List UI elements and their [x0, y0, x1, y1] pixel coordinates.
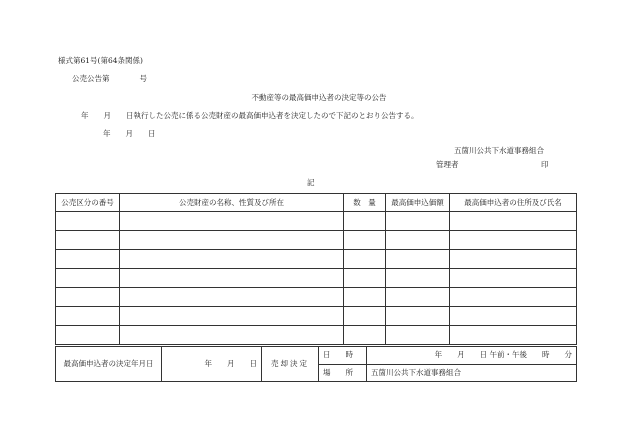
table-cell	[56, 326, 120, 345]
sale-decision-label: 売却決定	[262, 347, 319, 382]
table-cell	[344, 250, 386, 269]
header-quantity: 数 量	[344, 194, 386, 212]
table-cell	[386, 326, 450, 345]
table-cell	[344, 212, 386, 231]
header-bidder-address-name: 最高価申込者の住所及び氏名	[450, 194, 577, 212]
table-cell	[386, 288, 450, 307]
table-cell	[120, 269, 344, 288]
table-cell	[344, 307, 386, 326]
table-cell	[450, 231, 577, 250]
table-row	[56, 269, 577, 288]
table-cell	[56, 231, 120, 250]
table-cell	[450, 269, 577, 288]
datetime-label: 日 時	[319, 347, 367, 365]
decision-date-value: 年 月 日	[162, 347, 262, 382]
table-cell	[450, 212, 577, 231]
table-row	[56, 326, 577, 345]
table-cell	[120, 212, 344, 231]
date-line: 年 月 日	[103, 129, 156, 138]
table-cell	[386, 250, 450, 269]
table-row	[56, 212, 577, 231]
form-number: 様式第61号(第64条関係)	[58, 56, 143, 65]
header-property-description: 公売財産の名称、性質及び所在	[120, 194, 344, 212]
table-row	[56, 231, 577, 250]
datetime-value: 年 月 日 午前・午後 時 分	[367, 347, 577, 365]
table-cell	[450, 307, 577, 326]
table-row	[56, 288, 577, 307]
document-title: 不動産等の最高価申込者の決定等の公告	[251, 93, 387, 102]
notice-number: 公売公告第 号	[72, 74, 147, 83]
table-cell	[120, 326, 344, 345]
table-cell	[450, 250, 577, 269]
table-cell	[386, 212, 450, 231]
statement-text: 年 月 日執行した公売に係る公売財産の最高価申込者を決定したので下記のとおり公告する。	[81, 111, 419, 120]
table-cell	[56, 307, 120, 326]
organization-name: 五箇川公共下水道事務組合	[454, 146, 544, 155]
table-cell	[386, 269, 450, 288]
table-cell	[120, 307, 344, 326]
table-cell	[344, 288, 386, 307]
table-row	[56, 250, 577, 269]
table-cell	[56, 269, 120, 288]
table-cell	[344, 231, 386, 250]
manager-label: 管理者	[436, 160, 459, 169]
decision-date-label: 最高価申込者の決定年月日	[56, 347, 162, 382]
table-cell	[344, 269, 386, 288]
table-row	[56, 307, 577, 326]
table-cell	[386, 231, 450, 250]
decision-table	[55, 346, 577, 382]
seal-mark: 印	[541, 160, 549, 169]
table-cell	[386, 307, 450, 326]
header-highest-bid: 最高価申込価額	[386, 194, 450, 212]
table-cell	[450, 288, 577, 307]
table-cell	[56, 288, 120, 307]
table-cell	[120, 288, 344, 307]
table-cell	[56, 212, 120, 231]
table-cell	[450, 326, 577, 345]
table-cell	[344, 326, 386, 345]
place-value: 五箇川公共下水道事務組合	[367, 364, 577, 382]
place-label: 場 所	[319, 364, 367, 382]
ki-heading: 記	[307, 178, 315, 187]
property-table	[55, 193, 577, 345]
table-header-row	[56, 194, 577, 212]
table-cell	[120, 231, 344, 250]
table-cell	[56, 250, 120, 269]
header-lot-number: 公売区分の番号	[56, 194, 120, 212]
table-cell	[120, 250, 344, 269]
